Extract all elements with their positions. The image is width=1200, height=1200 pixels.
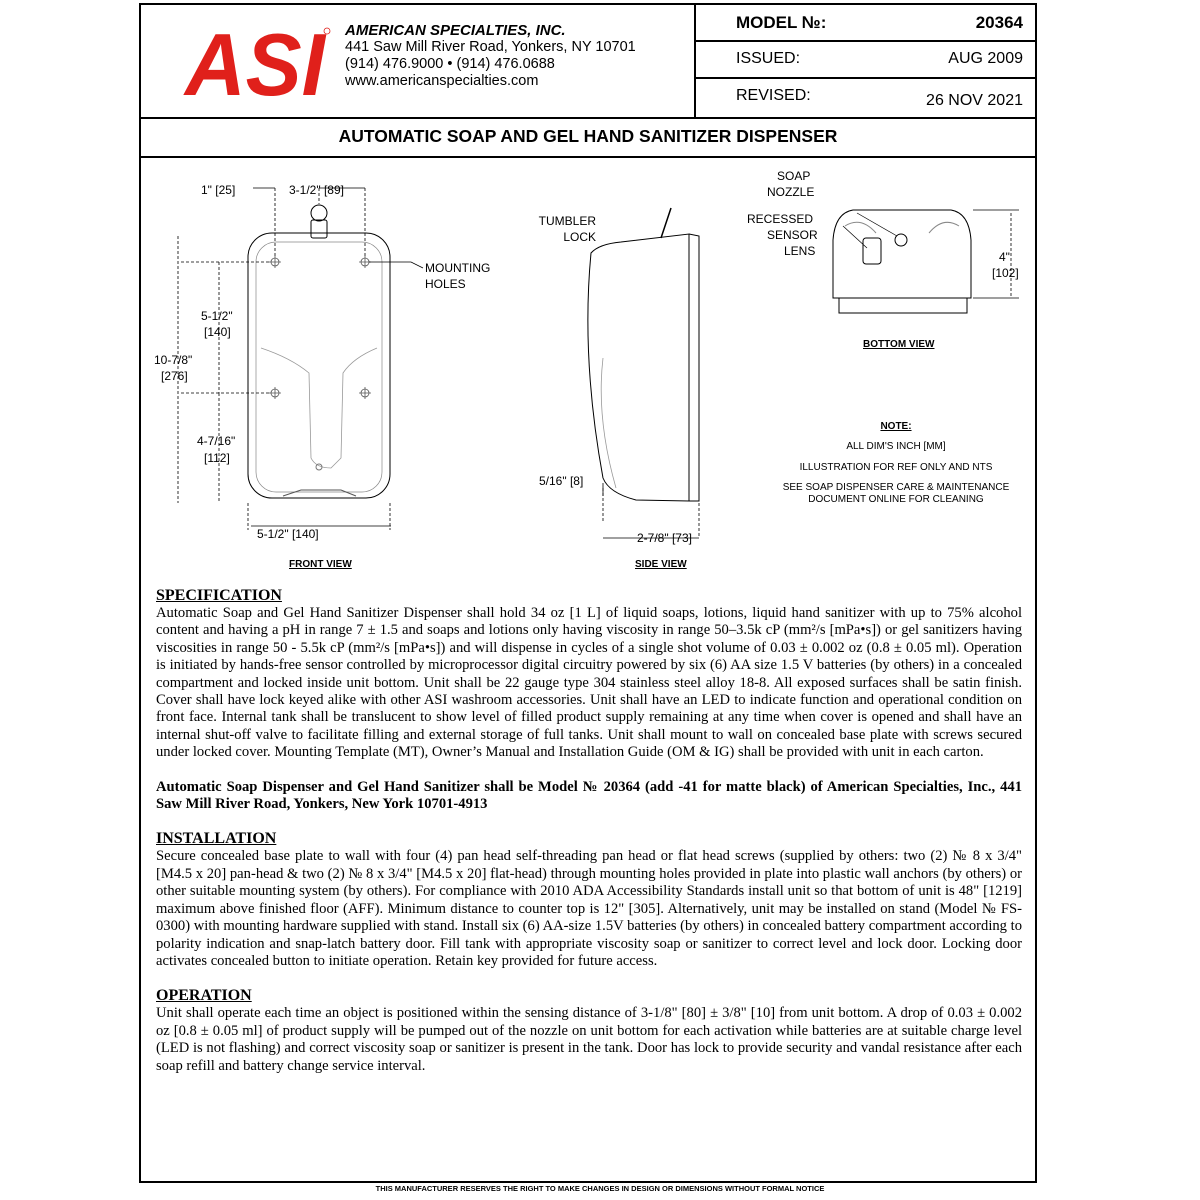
bottom-dim-depth-2: [102] bbox=[992, 266, 1019, 280]
revised-value: 26 NOV 2021 bbox=[926, 92, 1023, 109]
model-box bbox=[694, 5, 1037, 117]
front-dim-lower-2: [112] bbox=[204, 451, 230, 465]
bottom-sensor-lens bbox=[863, 238, 881, 264]
bottom-soap-nozzle-1: SOAP bbox=[777, 169, 811, 183]
company-name: AMERICAN SPECIALTIES, INC. bbox=[345, 22, 566, 39]
footer-notice: THIS MANUFACTURER RESERVES THE RIGHT TO MAKE CHANGES IN DESIGN OR DIMENSIONS WITHOUT FORMAL NOTICE bbox=[375, 1184, 825, 1193]
operation-body: Unit shall operate each time an object is positioned within the sensing distance of 3-1/8" [80] ± 3/8" [10] from unit bottom. A drop of 0.03 ± 0.002 oz [0.8 ± 0.05 ml] of product supply will be pumped out of the nozzle on unit bottom for each activation while batteries are at suitable charge level (LED is not flashing) and correct viscosity soap or sanitizer is present in the tank. Door has lock to provide security and vandal resistance after each soap refill and battery change service interval. bbox=[156, 1005, 1022, 1074]
side-body-outline bbox=[588, 234, 689, 501]
specification-body: Automatic Soap and Gel Hand Sanitizer Dispenser shall hold 34 oz [1 L] of liquid soaps, lotions, liquid hand sanitizer with up to 75% alcohol content and having a pH in range 7 ± 1.5 and soaps and lotions only having viscosity in range 50–3.5k cP (mm²/s [mPa•s]) or gel sanitizers having viscosities in range 50 - 5.5k cP (mm²/s [mPa•s]) and will dispense in cycles of a single shot volume of 0.03 ± 0.002 oz (0.8 ± 0.05 ml). Operation is initiated by hands-free sensor controlled by microprocessor digital circuitry powered by six (6) AA size 1.5 V batteries (by others) in a concealed compartment and locked inside unit bottom. Unit shall be 22 gauge type 304 stainless steel alloy 18-8. All exposed surfaces shall be satin finish. Cover shall have lock keyed alike with other ASI washroom accessories. Unit shall have an LED to indicate function and operational condition on front face. Internal tank shall be translucent to show level of filled product supply remaining at any time when cover is opened and shall have an internal shut-off valve to facilitate filling and external storage of full tanks. Unit shall mount to wall on concealed base plate with screws secured under locked cover. Mounting Template (MT), Owner’s Manual and Installation Guide (OM & IG) shall be provided with unit in each carton. bbox=[156, 605, 1022, 761]
note-line-1: ALL DIM'S INCH [MM] bbox=[846, 441, 946, 452]
bottom-view-title: BOTTOM VIEW bbox=[863, 339, 935, 350]
specification-heading: SPECIFICATION bbox=[156, 587, 282, 604]
operation-heading: OPERATION bbox=[156, 987, 252, 1005]
front-key-cylinder bbox=[311, 205, 327, 221]
revised-label: REVISED: bbox=[736, 87, 811, 104]
drawings-area bbox=[141, 158, 1035, 578]
front-dim-upper-1: 5-1/2" bbox=[201, 309, 233, 323]
side-view-title: SIDE VIEW bbox=[635, 559, 687, 570]
asi-logo bbox=[181, 15, 331, 114]
company-website: www.americanspecialties.com bbox=[345, 73, 539, 89]
asi-logo-text: ASI bbox=[183, 15, 327, 114]
front-dim-top-left: 1" [25] bbox=[201, 183, 236, 197]
front-mounting-holes-1: MOUNTING bbox=[425, 261, 491, 275]
model-row bbox=[696, 5, 1037, 42]
front-inner-panel bbox=[261, 348, 377, 468]
model-statement: Automatic Soap Dispenser and Gel Hand Sanitizer shall be Model № 20364 (add -41 for matte black) of American Specialties, Inc., 441 Saw Mill River Road, Yonkers, New York 10701-4913 bbox=[156, 778, 1022, 813]
note-title: NOTE: bbox=[880, 421, 912, 432]
company-address: 441 Saw Mill River Road, Yonkers, NY 10701 bbox=[345, 39, 636, 55]
bottom-sensor-lens-1: RECESSED bbox=[747, 212, 814, 226]
front-dim-height-1: 10-7/8" bbox=[154, 353, 193, 367]
note-line-4: DOCUMENT ONLINE FOR CLEANING bbox=[808, 494, 984, 505]
issued-row bbox=[696, 42, 1037, 79]
front-mounting-holes-2: HOLES bbox=[425, 277, 466, 291]
front-dim-height-2: [276] bbox=[161, 369, 188, 383]
spec-sheet bbox=[139, 3, 1037, 1183]
spec-content bbox=[156, 587, 1022, 1075]
document-title: AUTOMATIC SOAP AND GEL HAND SANITIZER DISPENSER bbox=[141, 117, 1035, 158]
side-dim-depth: 2-7/8" [73] bbox=[637, 531, 692, 545]
note-block bbox=[751, 421, 1041, 506]
note-line-3: SEE SOAP DISPENSER CARE & MAINTENANCE bbox=[782, 482, 1010, 493]
installation-heading: INSTALLATION bbox=[156, 830, 277, 848]
bottom-body-outline bbox=[833, 210, 971, 298]
side-tumbler-lock-1: TUMBLER bbox=[538, 214, 596, 228]
model-label: MODEL №: bbox=[736, 13, 827, 32]
issued-label: ISSUED: bbox=[736, 50, 801, 67]
bottom-sensor-lens-2: SENSOR bbox=[767, 228, 818, 242]
front-body-outline bbox=[248, 233, 390, 498]
side-tumbler-lock bbox=[661, 208, 671, 238]
note-line-2: ILLUSTRATION FOR REF ONLY AND NTS bbox=[799, 462, 993, 473]
bottom-sensor-lens-3: LENS bbox=[784, 244, 816, 258]
bottom-soap-nozzle-2: NOZZLE bbox=[767, 185, 815, 199]
side-dim-bottom-offset: 5/16" [8] bbox=[539, 474, 584, 488]
model-value: 20364 bbox=[975, 13, 1023, 32]
header bbox=[141, 5, 1035, 119]
company-info bbox=[345, 22, 636, 90]
front-dim-width: 5-1/2" [140] bbox=[257, 527, 319, 541]
bottom-view-drawing bbox=[821, 158, 1021, 338]
side-tumbler-lock-2: LOCK bbox=[563, 230, 596, 244]
front-dim-top-spacing: 3-1/2" [89] bbox=[289, 183, 344, 197]
front-view-title: FRONT VIEW bbox=[289, 559, 352, 570]
revised-row bbox=[696, 79, 1037, 116]
company-phone: (914) 476.9000 • (914) 476.0688 bbox=[345, 56, 555, 72]
issued-value: AUG 2009 bbox=[948, 50, 1023, 67]
front-dim-lower-1: 4-7/16" bbox=[197, 434, 236, 448]
bottom-dim-depth-1: 4" bbox=[999, 250, 1010, 264]
front-dim-upper-2: [140] bbox=[204, 325, 231, 339]
installation-body: Secure concealed base plate to wall with four (4) pan head self-threading pan head or flat head screws (supplied by others: two (2) № 8 x 3/4" [M4.5 x 20] pan-head & two (2) № 8 x 3/4" [M4.5 x 20] flat-head) through mounting holes provided in plate into plastic wall anchors (by others) or other suitable mounting system (by others). For compliance with 2010 ADA Accessibility Standards install unit so that bottom of unit is 48" [1219] maximum above finished floor (AFF). Minimum distance to counter top is 12" [305]. Alternatively, unit may be installed on stand (Model № FS-0300) with mounting hardware supplied with stand. Install six (6) AA-size 1.5V batteries (by others) in concealed battery compartment according to polarity indication and snap-latch battery door. Fill tank with appropriate viscosity soap or sanitizer to correct level and lock door. Locking door activates concealed button to initiate operation. Retain key provided for future access. bbox=[156, 848, 1022, 969]
